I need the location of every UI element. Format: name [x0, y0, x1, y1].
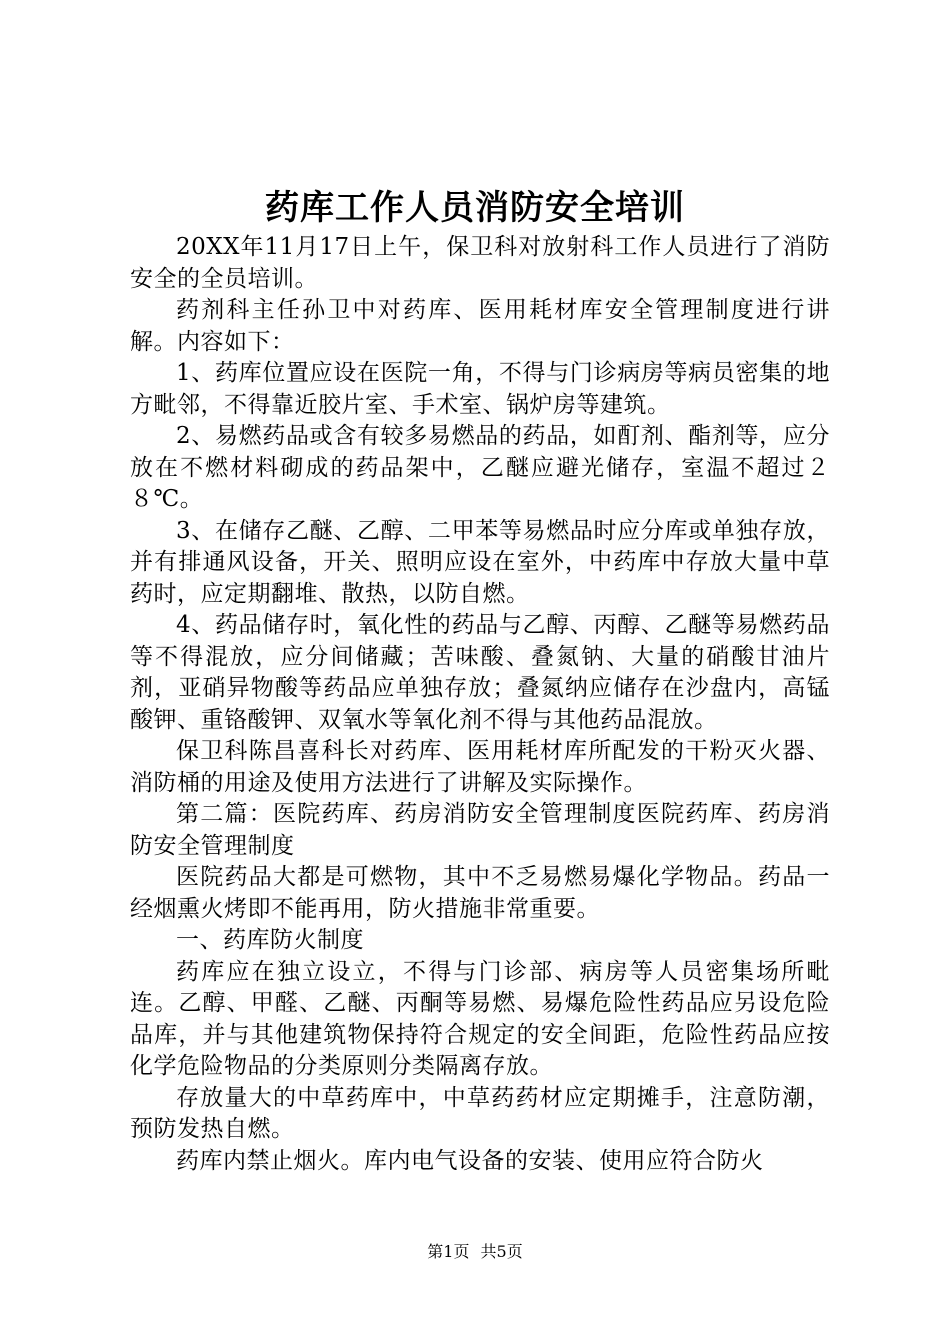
paragraph: 3、在储存乙醚、乙醇、二甲苯等易燃品时应分库或单独存放，并有排通风设备，开关、照明应设在室外，中药库中存放大量中草药时，应定期翻堆、散热，以防自燃。	[130, 517, 830, 607]
paragraph: 医院药品大都是可燃物，其中不乏易燃易爆化学物品。药品一经烟熏火烤即不能再用，防火措施非常重要。	[130, 864, 830, 922]
paragraph: 药库内禁止烟火。库内电气设备的安装、使用应符合防火	[176, 1147, 764, 1174]
paragraph: 药剂科主任孙卫中对药库、医用耗材库安全管理制度进行讲解。内容如下：	[130, 297, 830, 355]
paragraph: 4、药品储存时，氧化性的药品与乙醇、丙醇、乙醚等易燃药品等不得混放，应分间储藏；苦味酸、叠氮钠、大量的硝酸甘油片剂，亚硝异物酸等药品应单独存放；叠氮纳应储存在沙盘内，高锰酸钾、重铬酸钾、双氧水等氧化剂不得与其他药品混放。	[130, 612, 830, 733]
paragraph: 20XX年11月17日上午，保卫科对放射科工作人员进行了消防安全的全员培训。	[130, 234, 830, 292]
paragraph: 药库应在独立设立，不得与门诊部、病房等人员密集场所毗连。乙醇、甲醛、乙醚、丙酮等易燃、易爆危险性药品应另设危险品库，并与其他建筑物保持符合规定的安全间距，危险性药品应按化学危险物品的分类原则分类隔离存放。	[130, 958, 830, 1079]
document-title: 药库工作人员消防安全培训	[265, 188, 685, 228]
paragraph: 1、药库位置应设在医院一角，不得与门诊病房等病员密集的地方毗邻，不得靠近胶片室、手术室、锅炉房等建筑。	[130, 360, 830, 418]
section-heading: 一、药库防火制度	[176, 927, 364, 953]
document-body	[130, 232, 830, 1177]
paragraph: 保卫科陈昌喜科长对药库、医用耗材库所配发的干粉灭火器、消防桶的用途及使用方法进行了讲解及实际操作。	[130, 738, 830, 796]
page-footer: 第1页 共5页	[427, 1242, 523, 1261]
paragraph: 存放量大的中草药库中，中草药药材应定期摊手，注意防潮，预防发热自燃。	[130, 1084, 830, 1142]
paragraph: 第二篇：医院药库、药房消防安全管理制度医院药库、药房消防安全管理制度	[130, 801, 830, 859]
paragraph: 2、易燃药品或含有较多易燃品的药品，如酊剂、酯剂等，应分放在不燃材料砌成的药品架中，乙醚应避光储存，室温不超过２８℃。	[130, 423, 830, 512]
